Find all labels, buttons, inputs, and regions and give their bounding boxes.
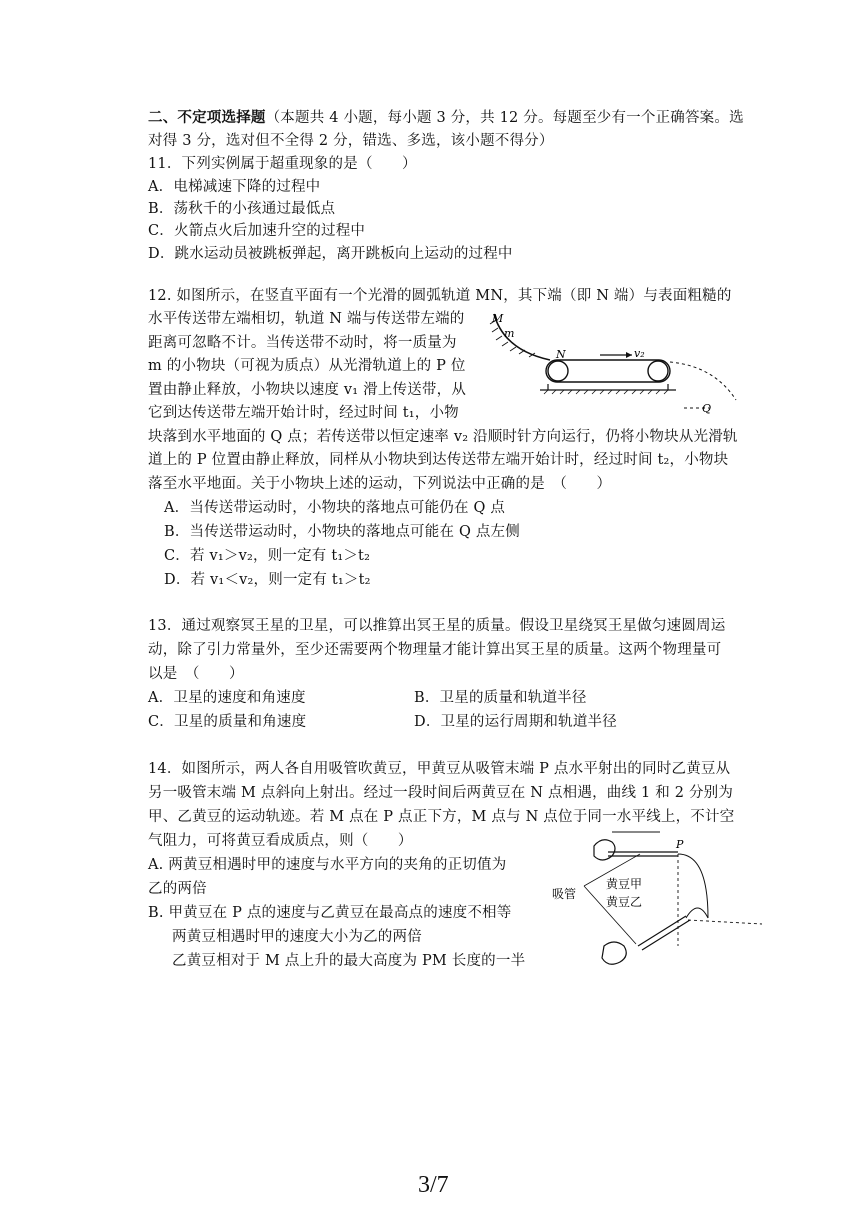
section-instruction-line-1 [148, 108, 744, 128]
q14-option-c: 两黄豆相遇时甲的速度大小为乙的两倍 [172, 929, 422, 945]
q11-stem: 11．下列实例属于超重现象的是（ ） [148, 156, 417, 172]
label-bean-b: 黄豆乙 [606, 895, 643, 909]
section-instruction-1: （本题共 4 小题，每小题 3 分，共 12 分。每题至少有一个正确答案。选 [265, 110, 744, 126]
q14-option-d: 乙黄豆相对于 M 点上升的最大高度为 PM 长度的一半 [172, 953, 526, 969]
q13-line-3: 以是 （ ） [148, 666, 244, 682]
q12-line-8: 道上的 P 位置由静止释放，同样从小物块到达传送带左端开始计时，经过时间 t₂，小物块 [148, 452, 729, 468]
label-N: N [556, 348, 566, 361]
straw-a [608, 852, 678, 856]
q12-line-3: 距离可忽略不计。当传送带不动时，将一质量为 [148, 335, 457, 351]
q12-figure [484, 308, 750, 418]
q13-line-1: 13．通过观察冥王星的卫星，可以推算出冥王星的质量。假设卫星绕冥王星做匀速圆周运 [148, 618, 726, 634]
q11-option-c: C．火箭点火后加速升空的过程中 [148, 223, 366, 239]
q12-line-5: 置由静止释放，小物块以速度 v₁ 滑上传送带，从 [148, 382, 467, 398]
q12-line-6: 它到达传送带左端开始计时，经过时间 t₁，小物 [148, 405, 459, 421]
q14-line-2: 另一吸管末端 M 点斜向上射出。经过一段时间后两黄豆在 N 点相遇，曲线 1 和 2 分别为 [148, 785, 734, 801]
label-Q: Q [702, 402, 712, 415]
q12-line-2: 水平传送带左端相切，轨道 N 端与传送带左端的 [148, 311, 465, 327]
projectile-path [670, 362, 736, 400]
q13-option-b: B．卫星的质量和轨道半径 [414, 690, 587, 706]
q11-option-d: D．跳水运动员被跳板弹起，离开跳板向上运动的过程中 [148, 246, 513, 262]
q12-line-9: 落至水平地面。关于小物块上述的运动，下列说法中正确的是 （ ） [148, 476, 612, 492]
page-number: 3/7 [418, 1172, 449, 1198]
q14-line-4: 气阻力，可将黄豆看成质点，则（ ） [148, 833, 413, 849]
person-b-head [602, 942, 626, 964]
q12-line-4: m 的小物块（可视为质点）从光滑轨道上的 P 位 [148, 358, 466, 374]
q14-figure [548, 828, 762, 978]
q12-option-d: D．若 v₁＜v₂，则一定有 t₁＞t₂ [164, 572, 371, 588]
q12-option-a: A．当传送带运动时，小物块的落地点可能仍在 Q 点 [164, 500, 506, 516]
v2-arrowhead [626, 352, 632, 358]
q12-line-1: 12. 如图所示，在竖直平面有一个光滑的圆弧轨道 MN，其下端（即 N 端）与表面粗糙的 [148, 288, 732, 304]
section-heading: 二、不定项选择题 [148, 109, 266, 126]
label-P: P [676, 838, 684, 851]
label-v2: v₂ [634, 347, 645, 360]
right-pulley [648, 361, 668, 381]
trajectory-a [678, 854, 708, 918]
q11-option-b: B．荡秋千的小孩通过最低点 [148, 201, 336, 217]
q11-option-a: A．电梯减速下降的过程中 [148, 179, 321, 195]
q14-option-b: B. 甲黄豆在 P 点的速度与乙黄豆在最高点的速度不相等 [148, 905, 512, 921]
q12-option-c: C．若 v₁＞v₂，则一定有 t₁＞t₂ [164, 548, 371, 564]
q13-option-d: D．卫星的运行周期和轨道半径 [414, 714, 617, 730]
label-bean-a: 黄豆甲 [606, 877, 643, 891]
q13-line-2: 动，除了引力常量外，至少还需要两个物理量才能计算出冥王星的质量。这两个物理量可 [148, 642, 722, 658]
q14-line-1: 14．如图所示，两人各自用吸管吹黄豆，甲黄豆从吸管末端 P 点水平射出的同时乙黄豆从 [148, 761, 731, 777]
trajectory-b [686, 908, 708, 918]
straw-b [638, 916, 690, 950]
q14-option-a: A. 两黄豆相遇时甲的速度与水平方向的夹角的正切值为 [148, 857, 507, 873]
label-tube: 吸管 [552, 887, 577, 901]
person-a-head [594, 840, 615, 860]
left-pulley [548, 361, 568, 381]
q14-line-3: 甲、乙黄豆的运动轨迹。若 M 点在 P 点正下方，M 点与 N 点位于同一水平线上，不计空 [148, 809, 735, 825]
horizontal-guide [688, 920, 762, 924]
label-M: M [492, 312, 504, 325]
q12-line-7: 块落到水平地面的 Q 点；若传送带以恒定速率 v₂ 沿顺时针方向运行，仍将小物块从光滑轨 [148, 429, 738, 445]
q14-option-a-cont: 乙的两倍 [148, 881, 207, 897]
q13-option-a: A．卫星的速度和角速度 [148, 690, 306, 706]
belt-support [540, 384, 676, 390]
section-instruction-line-2: 对得 3 分，选对但不全得 2 分，错选、多选，该小题不得分） [148, 133, 554, 149]
q13-option-c: C．卫星的质量和角速度 [148, 714, 307, 730]
label-m: m [504, 327, 515, 340]
ground-hatching [544, 390, 668, 394]
q12-option-b: B．当传送带运动时，小物块的落地点可能在 Q 点左侧 [164, 524, 520, 540]
